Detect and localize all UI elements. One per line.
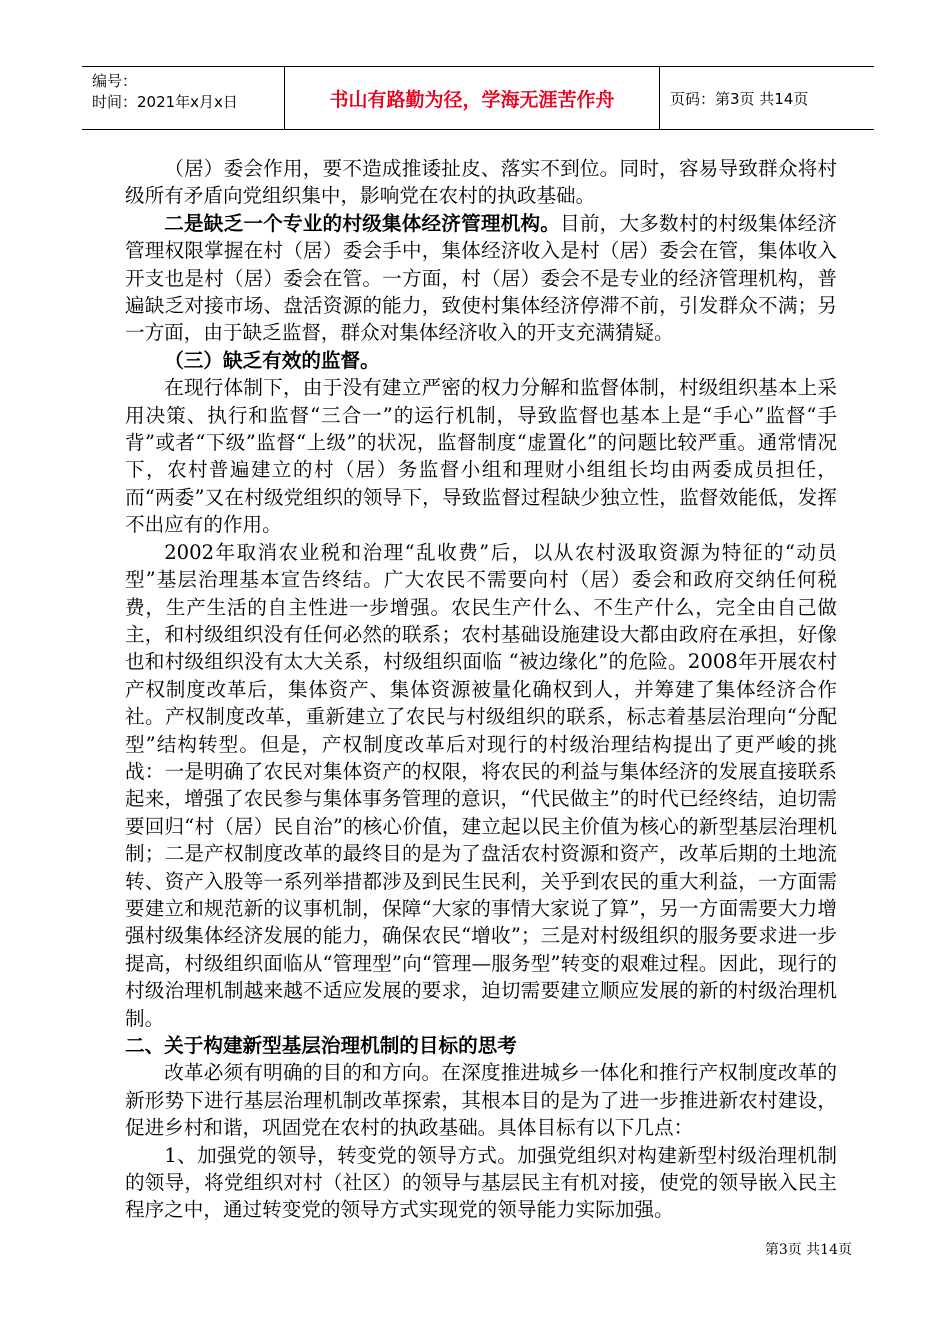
- date-label: 时间：2021年x月x日: [92, 93, 238, 111]
- page-footer: 第3页 共14页: [764, 1242, 852, 1258]
- paragraph-text: （居）委会作用，要不造成推诿扯皮、落实不到位。同时，容易导致群众将村级所有矛盾向党组织集中，影响党在农村的执政基础。: [125, 157, 837, 208]
- paragraph: [125, 1059, 837, 1141]
- paragraph: [125, 374, 837, 538]
- header-page-label: 页码：第3页 共14页: [670, 89, 809, 108]
- paragraph: [125, 1032, 837, 1059]
- paragraph: [125, 347, 837, 374]
- paragraph-text: 2002年取消农业税和治理“乱收费”后，以从农村汲取资源为特征的“动员型”基层治理基本宣告终结。广大农民不需要向村（居）委会和政府交纳任何税费，生产生活的自主性进一步增强。农民生产什么、不生产什么，完全由自己做主，和村级组织没有任何必然的联系；农村基础设施建设大都由政府在承担，好像也和村级组织没有太大关系，村级组织面临 “被边缘化”的危险。2008年开展农村产权制度改革后，集体资产、集体资源被量化确权到人，并筹建了集体经济合作社。产权制度改革，重新建立了农民与村级组织的联系，标志着基层治理向“分配型”结构转型。但是，产权制度改革后对现行的村级治理结构提出了更严峻的挑战：一是明确了农民对集体资产的权限，将农民的利益与集体经济的发展直接联系起来，增强了农民参与集体事务管理的意识，“代民做主”的时代已经终结，迫切需要回归“村（居）民自治”的核心价值，建立起以民主价值为核心的新型基层治理机制；二是产权制度改革的最终目的是为了盘活农村资源和资产，改革后期的土地流转、资产入股等一系列举措都涉及到民生民利，关乎到农民的重大利益，一方面需要建立和规范新的议事机制，保障“大家的事情大家说了算”，另一方面需要大力增强村级集体经济发展的能力，确保农民“增收”；三是对村级组织的服务要求进一步提高，村级组织面临从“管理型”向“管理—服务型”转变的艰难过程。因此，现行的村级治理机制越来越不适应发展的要求，迫切需要建立顺应发展的新的村级治理机制。: [125, 540, 837, 1030]
- paragraph-text: 改革必须有明确的目的和方向。在深度推进城乡一体化和推行产权制度改革的新形势下进行基层治理机制改革探索，其根本目的是为了进一步推进新农村建设，促进乡村和谐，巩固党在农村的执政基础。具体目标有以下几点：: [125, 1061, 837, 1140]
- paragraph: [125, 155, 837, 210]
- document-body: [125, 155, 837, 1224]
- paragraph-text: 在现行体制下，由于没有建立严密的权力分解和监督体制，村级组织基本上采用决策、执行和监督“三合一”的运行机制，导致监督也基本上是“手心”监督“手背”或者“下级”监督“上级”的状况，监督制度“虚置化”的问题比较严重。通常情况下，农村普遍建立的村（居）务监督小组和理财小组组长均由两委成员担任，而“两委”又在村级党组织的领导下，导致监督过程缺少独立性，监督效能低，发挥不出应有的作用。: [125, 376, 837, 537]
- paragraph: [125, 539, 837, 1032]
- paragraph-heading: 二是缺乏一个专业的村级集体经济管理机构。: [164, 211, 561, 235]
- paragraph-heading: 二、关于构建新型基层治理机制的目标的思考: [125, 1034, 517, 1057]
- number-label: 编号：: [92, 72, 138, 90]
- header-motto: 书山有路勤为径，学海无涯苦作舟: [285, 67, 660, 129]
- paragraph-text: 1、加强党的领导，转变党的领导方式。加强党组织对构建新型村级治理机制的领导，将党组织对村（社区）的领导与基层民主有机对接，使党的领导嵌入民主程序之中，通过转变党的领导方式实现党的领导能力实际加强。: [125, 1143, 837, 1222]
- page-header: [82, 66, 874, 130]
- paragraph-text: 目前，大多数村的村级集体经济管理权限掌握在村（居）委会手中，集体经济收入是村（居）委会在管，集体收入开支也是村（居）委会在管。一方面，村（居）委会不是专业的经济管理机构，普遍缺乏对接市场、盘活资源的能力，致使村集体经济停滞不前，引发群众不满；另一方面，由于缺乏监督，群众对集体经济收入的开支充满猜疑。: [125, 211, 838, 345]
- paragraph: [125, 1142, 837, 1224]
- header-meta: [82, 67, 285, 129]
- paragraph-heading: （三）缺乏有效的监督。: [164, 348, 380, 372]
- paragraph: [125, 210, 837, 347]
